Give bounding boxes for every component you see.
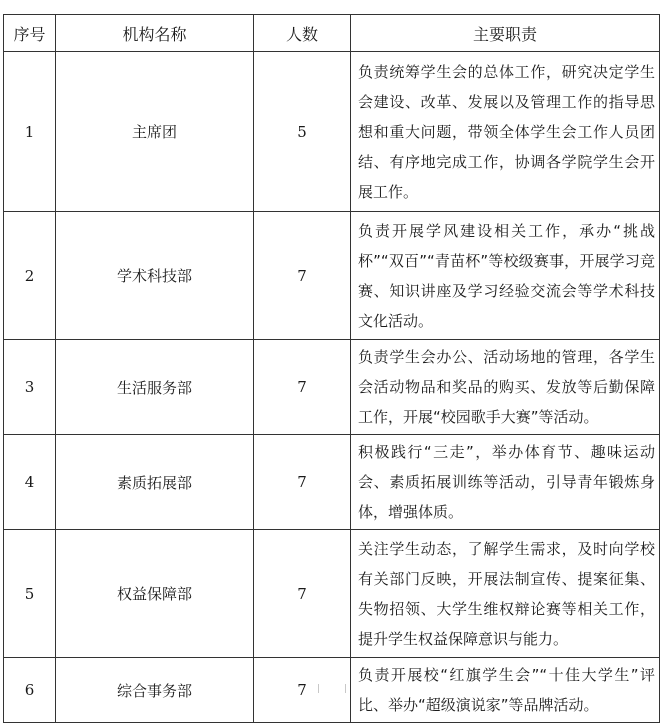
row-count: 7 bbox=[254, 658, 351, 723]
header-count: 人数 bbox=[254, 15, 351, 52]
row-name: 素质拓展部 bbox=[56, 435, 254, 530]
table-header-row bbox=[4, 15, 660, 52]
row-index: 2 bbox=[4, 212, 56, 340]
table-row bbox=[4, 658, 660, 723]
row-count: 5 bbox=[254, 52, 351, 212]
row-index: 6 bbox=[4, 658, 56, 723]
row-name: 权益保障部 bbox=[56, 530, 254, 658]
page-edge-mark-right bbox=[345, 684, 346, 693]
row-duties: 负责开展校“红旗学生会”“十佳大学生”评比、举办“超级演说家”等品牌活动。 bbox=[351, 658, 660, 723]
row-duties: 负责开展学风建设相关工作，承办“挑战杯”“双百”“青苗杯”等校级赛事，开展学习竞赛、知识讲座及学习经验交流会等学术科技文化活动。 bbox=[351, 212, 660, 340]
row-name: 综合事务部 bbox=[56, 658, 254, 723]
row-name: 主席团 bbox=[56, 52, 254, 212]
row-duties: 负责统筹学生会的总体工作，研究决定学生会建设、改革、发展以及管理工作的指导思想和重大问题，带领全体学生会工作人员团结、有序地完成工作，协调各学院学生会开展工作。 bbox=[351, 52, 660, 212]
table-row bbox=[4, 435, 660, 530]
row-count: 7 bbox=[254, 212, 351, 340]
row-name: 生活服务部 bbox=[56, 340, 254, 435]
header-name: 机构名称 bbox=[56, 15, 254, 52]
header-index: 序号 bbox=[4, 15, 56, 52]
row-count: 7 bbox=[254, 340, 351, 435]
row-count: 7 bbox=[254, 435, 351, 530]
page-edge-mark-left bbox=[318, 684, 319, 693]
row-count: 7 bbox=[254, 530, 351, 658]
row-index: 5 bbox=[4, 530, 56, 658]
table-body bbox=[4, 52, 660, 723]
header-duties: 主要职责 bbox=[351, 15, 660, 52]
row-duties: 关注学生动态，了解学生需求，及时向学校有关部门反映，开展法制宣传、提案征集、失物招领、大学生维权辩论赛等相关工作，提升学生权益保障意识与能力。 bbox=[351, 530, 660, 658]
row-duties: 积极践行“三走”，举办体育节、趣味运动会、素质拓展训练等活动，引导青年锻炼身体，增强体质。 bbox=[351, 435, 660, 530]
table-row bbox=[4, 530, 660, 658]
row-duties: 负责学生会办公、活动场地的管理，各学生会活动物品和奖品的购买、发放等后勤保障工作，开展“校园歌手大赛”等活动。 bbox=[351, 340, 660, 435]
table-row bbox=[4, 52, 660, 212]
table-row bbox=[4, 340, 660, 435]
row-index: 4 bbox=[4, 435, 56, 530]
row-index: 3 bbox=[4, 340, 56, 435]
student-union-departments-table bbox=[3, 14, 660, 723]
row-index: 1 bbox=[4, 52, 56, 212]
table-header bbox=[4, 15, 660, 52]
row-name: 学术科技部 bbox=[56, 212, 254, 340]
table-row bbox=[4, 212, 660, 340]
